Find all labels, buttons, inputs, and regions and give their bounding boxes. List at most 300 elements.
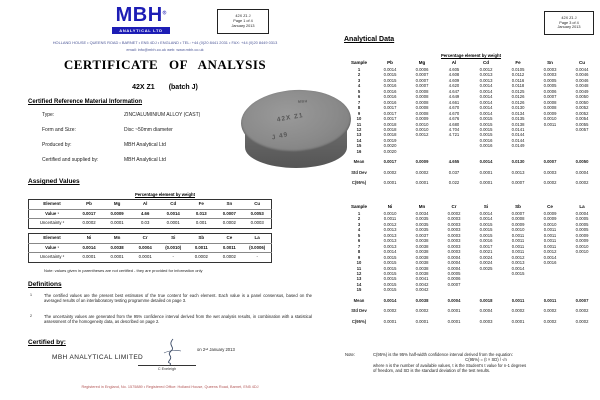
table-cell: 4.605 <box>448 67 460 72</box>
definitions-heading: Definitions <box>28 281 62 288</box>
table-cell: 0.0014 <box>479 211 493 216</box>
table-cell: 0.0001 <box>511 318 525 324</box>
column-header: Pb <box>86 201 92 206</box>
table-cell: 0.0001 <box>159 219 187 229</box>
table-cell: 0.0008 <box>543 105 557 111</box>
table-cell: 0.0003 <box>243 219 271 229</box>
table-cell: 0.0050 <box>575 159 589 165</box>
table-cell: 0.001 <box>187 219 215 229</box>
parentheses-note: Note: values given in parentheses are not certified - they are provided for information only <box>44 268 203 273</box>
note-line: of freedom, and SD is the standard deviation of the test results. <box>373 368 491 374</box>
table-cell: 0.0020 <box>383 148 397 154</box>
table-cell: 0.0015 <box>479 132 493 138</box>
table-cell: 0.0015 <box>383 254 397 260</box>
table-cell: 0.0003 <box>543 169 557 175</box>
table-cell: Std Dev <box>351 169 367 175</box>
table-cell: 0.0013 <box>383 232 397 238</box>
table-cell: 0.0048 <box>575 83 589 89</box>
column-header: Cr <box>142 235 148 240</box>
table-cell: 0.0050 <box>575 99 589 105</box>
column-header: Mg <box>113 201 121 206</box>
table-cell: 0.0014 <box>159 209 187 219</box>
table-cell: 0.0041 <box>415 276 429 282</box>
table-cell: 0.0008 <box>511 216 525 222</box>
table-cell: 9 <box>357 110 361 116</box>
table-cell: 10 <box>356 260 362 266</box>
table-cell: 0.0014 <box>479 159 493 165</box>
table-row <box>344 303 598 313</box>
table-cell: 0.0013 <box>479 77 493 83</box>
table-cell: 0.0004 <box>131 243 159 253</box>
table-cell: 8 <box>357 249 361 255</box>
crm-info-heading: Certified Reference Material Information <box>28 99 143 105</box>
disc-engraving-batch: J 49 <box>271 131 289 142</box>
table-cell: 0.0016 <box>383 94 397 100</box>
analytical-table-1 <box>344 60 598 186</box>
mbh-logo-text: MBH® <box>115 4 167 26</box>
table-cell: 0.0002 <box>187 253 215 263</box>
table-cell: 16 <box>356 148 362 154</box>
column-header: Cu <box>254 201 261 206</box>
table-cell: Value ¹ <box>29 243 76 253</box>
table-cell: 0.0008 <box>415 94 429 100</box>
table-cell: 0.0002 <box>575 318 589 324</box>
document-title: CERTIFICATE OF ANALYSIS <box>63 57 267 72</box>
table-cell: 4.655 <box>448 159 460 165</box>
table-cell: 0.0018 <box>383 132 397 138</box>
table-cell: 0.0016 <box>383 99 397 105</box>
table-cell: 0.0007 <box>543 94 557 100</box>
table-cell: 0.0011 <box>383 216 397 222</box>
table-cell: 0.0004 <box>447 265 461 271</box>
table-cell: 0.0015 <box>479 221 493 227</box>
column-header: Cr <box>451 204 457 209</box>
table-cell: 3 <box>357 221 361 227</box>
table-cell: 0.0004 <box>447 297 461 303</box>
table-cell: 0.0057 <box>575 126 589 132</box>
field-label: Certified and supplied by: <box>42 157 99 163</box>
table-cell: 0.0015 <box>479 126 493 132</box>
table-cell: 0.0002 <box>447 211 461 216</box>
table-cell: 1 <box>357 211 361 216</box>
table-cell: 0.0044 <box>575 67 589 72</box>
table-cell: 0.03 <box>131 219 159 229</box>
table-cell: 0.0015 <box>479 116 493 122</box>
table-cell: 0.0018 <box>383 126 397 132</box>
table-cell: 0.0010 <box>575 243 589 249</box>
table-cell: 0.0024 <box>479 260 493 266</box>
table-row <box>344 175 598 185</box>
table-cell: 0.0014 <box>75 243 103 253</box>
product-ref: 42X Z1 J <box>561 15 577 20</box>
table-cell: 0.0004 <box>447 260 461 266</box>
table-cell: 0.0015 <box>383 270 397 276</box>
column-header: Si <box>171 235 176 240</box>
table-cell: 0.0009 <box>415 159 429 165</box>
table-cell: 0.0015 <box>383 77 397 83</box>
table-header-row <box>344 60 598 67</box>
table-cell: 0.0013 <box>511 260 525 266</box>
table-cell: 0.0013 <box>479 72 493 78</box>
table-cell: 0.0003 <box>479 318 493 324</box>
table-cell: 0.0038 <box>415 270 429 276</box>
table-cell: 12 <box>356 126 362 132</box>
table-cell: 0.0014 <box>479 88 493 94</box>
column-header: Mn <box>418 204 426 209</box>
issue-date: January 2013 <box>557 25 581 30</box>
table-cell: 13 <box>356 276 362 282</box>
table-cell: 4 <box>357 83 361 89</box>
table-cell: 0.0016 <box>543 260 557 266</box>
table-cell: 0.0105 <box>511 67 525 72</box>
table-cell: 0.0014 <box>383 297 397 303</box>
table-cell: 0.0052 <box>575 110 589 116</box>
table-cell: 0.0001 <box>447 308 461 314</box>
table-cell: 0.0138 <box>511 121 525 127</box>
registered-office-footer: Registered in England, No. 1575889 • Registered Office: Holland House, Queens Road, Barnet, EN5 4DJ <box>81 385 259 389</box>
table-cell: (0.0006) <box>243 243 271 253</box>
table-cell: 0.0001 <box>415 318 429 324</box>
table-cell: 5 <box>357 232 361 238</box>
table-cell: 0.0001 <box>103 253 131 263</box>
table-cell: 0.0011 <box>215 243 243 253</box>
table-cell: 0.0013 <box>383 243 397 249</box>
table-cell: 0.0038 <box>103 243 131 253</box>
table-cell: 0.0002 <box>415 169 429 175</box>
table-cell: 7 <box>357 243 361 249</box>
table-cell: 11 <box>356 121 362 127</box>
table-cell: 0.0006 <box>447 276 461 282</box>
table-cell: 6 <box>357 94 361 100</box>
table-cell: 0.0050 <box>575 94 589 100</box>
column-header: Sample <box>350 60 367 65</box>
table-cell: 0.0144 <box>511 132 525 138</box>
table-cell: 9 <box>357 254 361 260</box>
table-cell: 0.0149 <box>511 143 525 149</box>
field-value: ZINC/ALUMINIUM ALLOY (CAST) <box>124 112 201 118</box>
table-cell: 0.0002 <box>511 308 525 314</box>
table-cell: 0.0002 <box>215 253 243 263</box>
table-cell: 0.0116 <box>511 77 525 83</box>
table-cell: 0.0002 <box>575 180 589 186</box>
table-cell: 0.0001 <box>383 180 397 186</box>
pct-caption: Percentage element by weight <box>440 53 502 58</box>
table-cell: Std Dev <box>351 308 367 314</box>
column-header: Sb <box>515 204 521 209</box>
table-cell: 0.0004 <box>575 169 589 175</box>
column-header: Ce <box>547 204 553 209</box>
table-cell: (0.0010) <box>159 243 187 253</box>
table-cell: 3 <box>357 77 361 83</box>
table-cell: 0.0014 <box>479 83 493 89</box>
table-cell: 0.0010 <box>415 126 429 132</box>
column-header: La <box>579 204 585 209</box>
column-header: Ni <box>387 204 393 209</box>
table-cell: 0.0015 <box>479 227 493 233</box>
table-cell: 0.0005 <box>447 270 461 276</box>
field-value: MBH Analytical Ltd <box>124 142 166 148</box>
table-cell: 0.0011 <box>511 249 525 255</box>
issue-date: January 2013 <box>231 23 255 28</box>
table-cell: 0.0016 <box>383 88 397 94</box>
table-cell: 0.0042 <box>415 281 429 287</box>
table-cell: 0.0010 <box>575 249 589 255</box>
column-header: Element <box>43 235 61 240</box>
table-cell: 0.0011 <box>543 297 557 303</box>
table-cell: 0.0003 <box>447 221 461 227</box>
analytical-table-2 <box>344 204 598 324</box>
table-cell: 2 <box>357 72 361 78</box>
table-cell: - <box>243 253 271 263</box>
table-cell: 0.0002 <box>383 169 397 175</box>
analytical-data-heading: Analytical Data <box>344 36 395 43</box>
column-header: Element <box>43 201 61 206</box>
column-header: Al <box>451 60 457 65</box>
table-cell: 0.0017 <box>75 209 103 219</box>
table-cell: 1 <box>357 67 361 72</box>
certified-by-heading: Certified by: <box>28 339 66 346</box>
table-cell: Uncertainty ² <box>29 219 76 229</box>
table-cell: 15 <box>356 143 362 149</box>
table-cell: 0.0004 <box>447 254 461 260</box>
table-cell: 0.0046 <box>575 72 589 78</box>
table-cell: 0.0004 <box>479 308 493 314</box>
table-cell: 0.0015 <box>479 232 493 238</box>
table-cell: 0.0125 <box>511 88 525 94</box>
table-cell: 0.0009 <box>511 221 525 227</box>
column-header: Cu <box>579 60 585 65</box>
table-cell: 0.0001 <box>447 318 461 324</box>
table-cell: 0.0008 <box>415 99 429 105</box>
table-cell: 0.0002 <box>575 308 589 314</box>
table-row <box>344 314 598 324</box>
table-cell: 0.0015 <box>383 287 397 293</box>
table-cell: 0.0010 <box>543 221 557 227</box>
contact-line: email: info@mbh.co.uk web: www.mbh.co.uk <box>126 46 204 52</box>
table-cell: 0.0001 <box>415 180 429 186</box>
table-cell: 0.0009 <box>575 232 589 238</box>
table-cell: 0.0011 <box>543 243 557 249</box>
table-cell: 0.0011 <box>543 238 557 244</box>
table-cell: 0.0037 <box>415 232 429 238</box>
product-code: 42X Z1 <box>132 84 155 91</box>
table-cell: 0.0001 <box>479 169 493 175</box>
table-cell: 0.0017 <box>383 110 397 116</box>
table-cell: 4.670 <box>448 110 460 116</box>
column-header: Sn <box>226 201 233 206</box>
field-label: Form and Size: <box>42 127 76 133</box>
table-cell: 0.0012 <box>383 221 397 227</box>
table-cell: 0.0054 <box>575 116 589 122</box>
definition-text: The uncertainty values are generated from the 95% confidence interval derived from the wet analysis results, in combination with a statistical assessment of the homogeneity data, as described on page 2. <box>44 314 312 325</box>
table-cell: 0.0012 <box>511 254 525 260</box>
assigned-values-heading: Assigned Values <box>28 178 80 185</box>
table-cell: 0.037 <box>448 169 460 175</box>
table-cell: 0.0016 <box>479 143 493 149</box>
table-cell: 0.0009 <box>543 110 557 116</box>
table-cell: C(95%) <box>351 318 367 324</box>
table-cell: 12 <box>356 270 362 276</box>
table-cell: 0.0034 <box>415 211 429 216</box>
table-cell: 0.0038 <box>415 238 429 244</box>
table-cell: Uncertainty ² <box>29 253 76 263</box>
table-cell: 0.0005 <box>575 221 589 227</box>
table-cell: 0.0035 <box>415 216 429 222</box>
table-cell: 0.0005 <box>543 77 557 83</box>
table-cell: 0.0002 <box>383 308 397 314</box>
table-cell: 0.0015 <box>383 265 397 271</box>
table-cell: 0.0015 <box>511 270 525 276</box>
page-reference-box <box>544 11 594 35</box>
table-cell: 0.0011 <box>187 243 215 253</box>
table-cell: 0.0006 <box>543 88 557 94</box>
table-cell: - <box>159 253 187 263</box>
table-cell: 0.0049 <box>575 88 589 94</box>
column-header: Cd <box>483 60 489 65</box>
table-cell: 0.0003 <box>543 72 557 78</box>
table-cell: 0.0014 <box>479 110 493 116</box>
table-cell: 0.0002 <box>543 318 557 324</box>
table-cell: 0.0010 <box>543 116 557 122</box>
table-cell: 0.0011 <box>543 121 557 127</box>
table-cell: 0.0035 <box>415 227 429 233</box>
table-cell: 0.0018 <box>383 121 397 127</box>
table-cell: 0.0009 <box>543 216 557 222</box>
table-cell: 0.0015 <box>383 281 397 287</box>
table-cell: 0.0053 <box>243 209 271 219</box>
table-cell: Mean <box>353 159 365 165</box>
certification-date: on 2ⁿᵈ January 2013 <box>197 347 235 352</box>
table-cell: 0.0011 <box>543 232 557 238</box>
table-cell: 0.0003 <box>543 67 557 72</box>
table-cell: 4.608 <box>448 72 460 78</box>
table-cell: 0.0002 <box>543 308 557 314</box>
table-cell: 0.0134 <box>511 110 525 116</box>
table-cell: 0.0038 <box>415 243 429 249</box>
table-cell: 0.0010 <box>383 211 397 216</box>
table-cell: 4.661 <box>448 99 460 105</box>
column-header: Mg <box>418 60 426 65</box>
column-header: Ce <box>226 235 233 240</box>
table-cell: 0.0007 <box>447 281 461 287</box>
table-cell: 0.0007 <box>575 297 589 303</box>
table-cell: 0.0126 <box>511 99 525 105</box>
table-cell: 0.0005 <box>575 216 589 222</box>
pct-caption: Percentage element by weight <box>134 192 196 197</box>
table-cell: 0.0016 <box>479 238 493 244</box>
table-cell: 0.0009 <box>415 116 429 122</box>
table-cell: 0.0012 <box>543 249 557 255</box>
address-line: HOLLAND HOUSE • QUEENS ROAD • BARNET • EN5 4DJ • ENGLAND • TEL: +44 (0)20 8441 2031 • FAX: +44 (0)20 8449 0313 <box>52 40 278 45</box>
table-cell: 0.0017 <box>383 105 397 111</box>
table-cell: 0.0009 <box>543 211 557 216</box>
field-value: MBH Analytical Ltd <box>124 157 166 163</box>
table-cell: 0.0038 <box>415 265 429 271</box>
disc-engraving-code: 42X Z1 <box>276 112 305 124</box>
table-cell: 0.0004 <box>575 211 589 216</box>
table-cell: 0.0025 <box>479 265 493 271</box>
table-cell: 0.0017 <box>383 116 397 122</box>
table-cell: 0.0017 <box>479 243 493 249</box>
table-cell: 0.0035 <box>415 221 429 227</box>
column-header: Fe <box>198 201 204 206</box>
table-cell: 6 <box>357 238 361 244</box>
table-cell: 0.0007 <box>415 77 429 83</box>
table-cell: 0.0015 <box>479 121 493 127</box>
table-cell: 0.0014 <box>479 99 493 105</box>
table-cell: 0.0014 <box>479 105 493 111</box>
mbh-logo-subtitle: ANALYTICAL LTD <box>112 27 170 34</box>
table-cell: 0.0020 <box>383 143 397 149</box>
c95-equation: C(95%) = (t × SD) / √n <box>465 357 507 363</box>
c95-note <box>373 352 599 374</box>
table-cell: 14 <box>356 137 362 143</box>
table-cell: 0.0014 <box>543 254 557 260</box>
table-cell: 0.0008 <box>543 99 557 105</box>
table-cell: 0.0003 <box>447 249 461 255</box>
table-cell: 5 <box>357 88 361 94</box>
table-cell: 0.0016 <box>383 83 397 89</box>
column-header: Mn <box>113 235 121 240</box>
column-header: Cd <box>170 201 177 206</box>
table-cell: 0.0001 <box>479 180 493 186</box>
column-header: Sn <box>547 60 553 65</box>
table-cell: 0.0038 <box>415 297 429 303</box>
table-cell: 0.0011 <box>543 227 557 233</box>
batch-label: (batch J) <box>168 84 198 91</box>
table-cell: 0.0015 <box>383 276 397 282</box>
table-cell: 4.680 <box>448 121 460 127</box>
table-row <box>344 165 598 175</box>
table-cell: 0.0042 <box>415 287 429 293</box>
table-cell: 0.0015 <box>383 72 397 78</box>
table-cell: 0.0008 <box>415 110 429 116</box>
table-cell: 0.0038 <box>415 254 429 260</box>
table-cell: 0.0005 <box>575 227 589 233</box>
table-cell: C(95%) <box>351 180 367 186</box>
product-ref: 42X Z1 J <box>235 14 251 19</box>
table-cell: 0.0130 <box>511 105 525 111</box>
table-cell: 0.0008 <box>415 105 429 111</box>
table-cell: 0.0009 <box>103 209 131 219</box>
table-cell: 14 <box>356 281 362 287</box>
column-header: Pb <box>387 60 393 65</box>
table-cell: 0.0126 <box>511 94 525 100</box>
table-cell: 0.0013 <box>511 169 525 175</box>
table-cell: Mean <box>353 297 365 303</box>
note-label: Note: <box>345 352 356 357</box>
table-cell: 0.0014 <box>479 216 493 222</box>
table-cell: 0.0010 <box>415 121 429 127</box>
page-number: Page 1 of 4 <box>233 19 253 24</box>
table-cell: 15 <box>356 287 362 293</box>
field-value: Disc ~50mm diameter <box>124 127 173 133</box>
table-cell: 0.0014 <box>383 67 397 72</box>
table-cell: 0.0012 <box>479 67 493 72</box>
table-cell: 0.0011 <box>511 232 525 238</box>
table-cell: 0.0007 <box>543 159 557 165</box>
table-cell: 0.0038 <box>415 260 429 266</box>
table-cell: 0.0001 <box>75 253 103 263</box>
table-cell: 8 <box>357 105 361 111</box>
field-label: Produced by: <box>42 142 72 148</box>
table-cell: 0.0015 <box>383 260 397 266</box>
column-header: Si <box>483 204 489 209</box>
table-cell: 0.0013 <box>383 238 397 244</box>
table-cell: 0.0024 <box>479 254 493 260</box>
column-header: Sb <box>198 235 205 240</box>
table-cell: 0.0007 <box>511 180 525 186</box>
